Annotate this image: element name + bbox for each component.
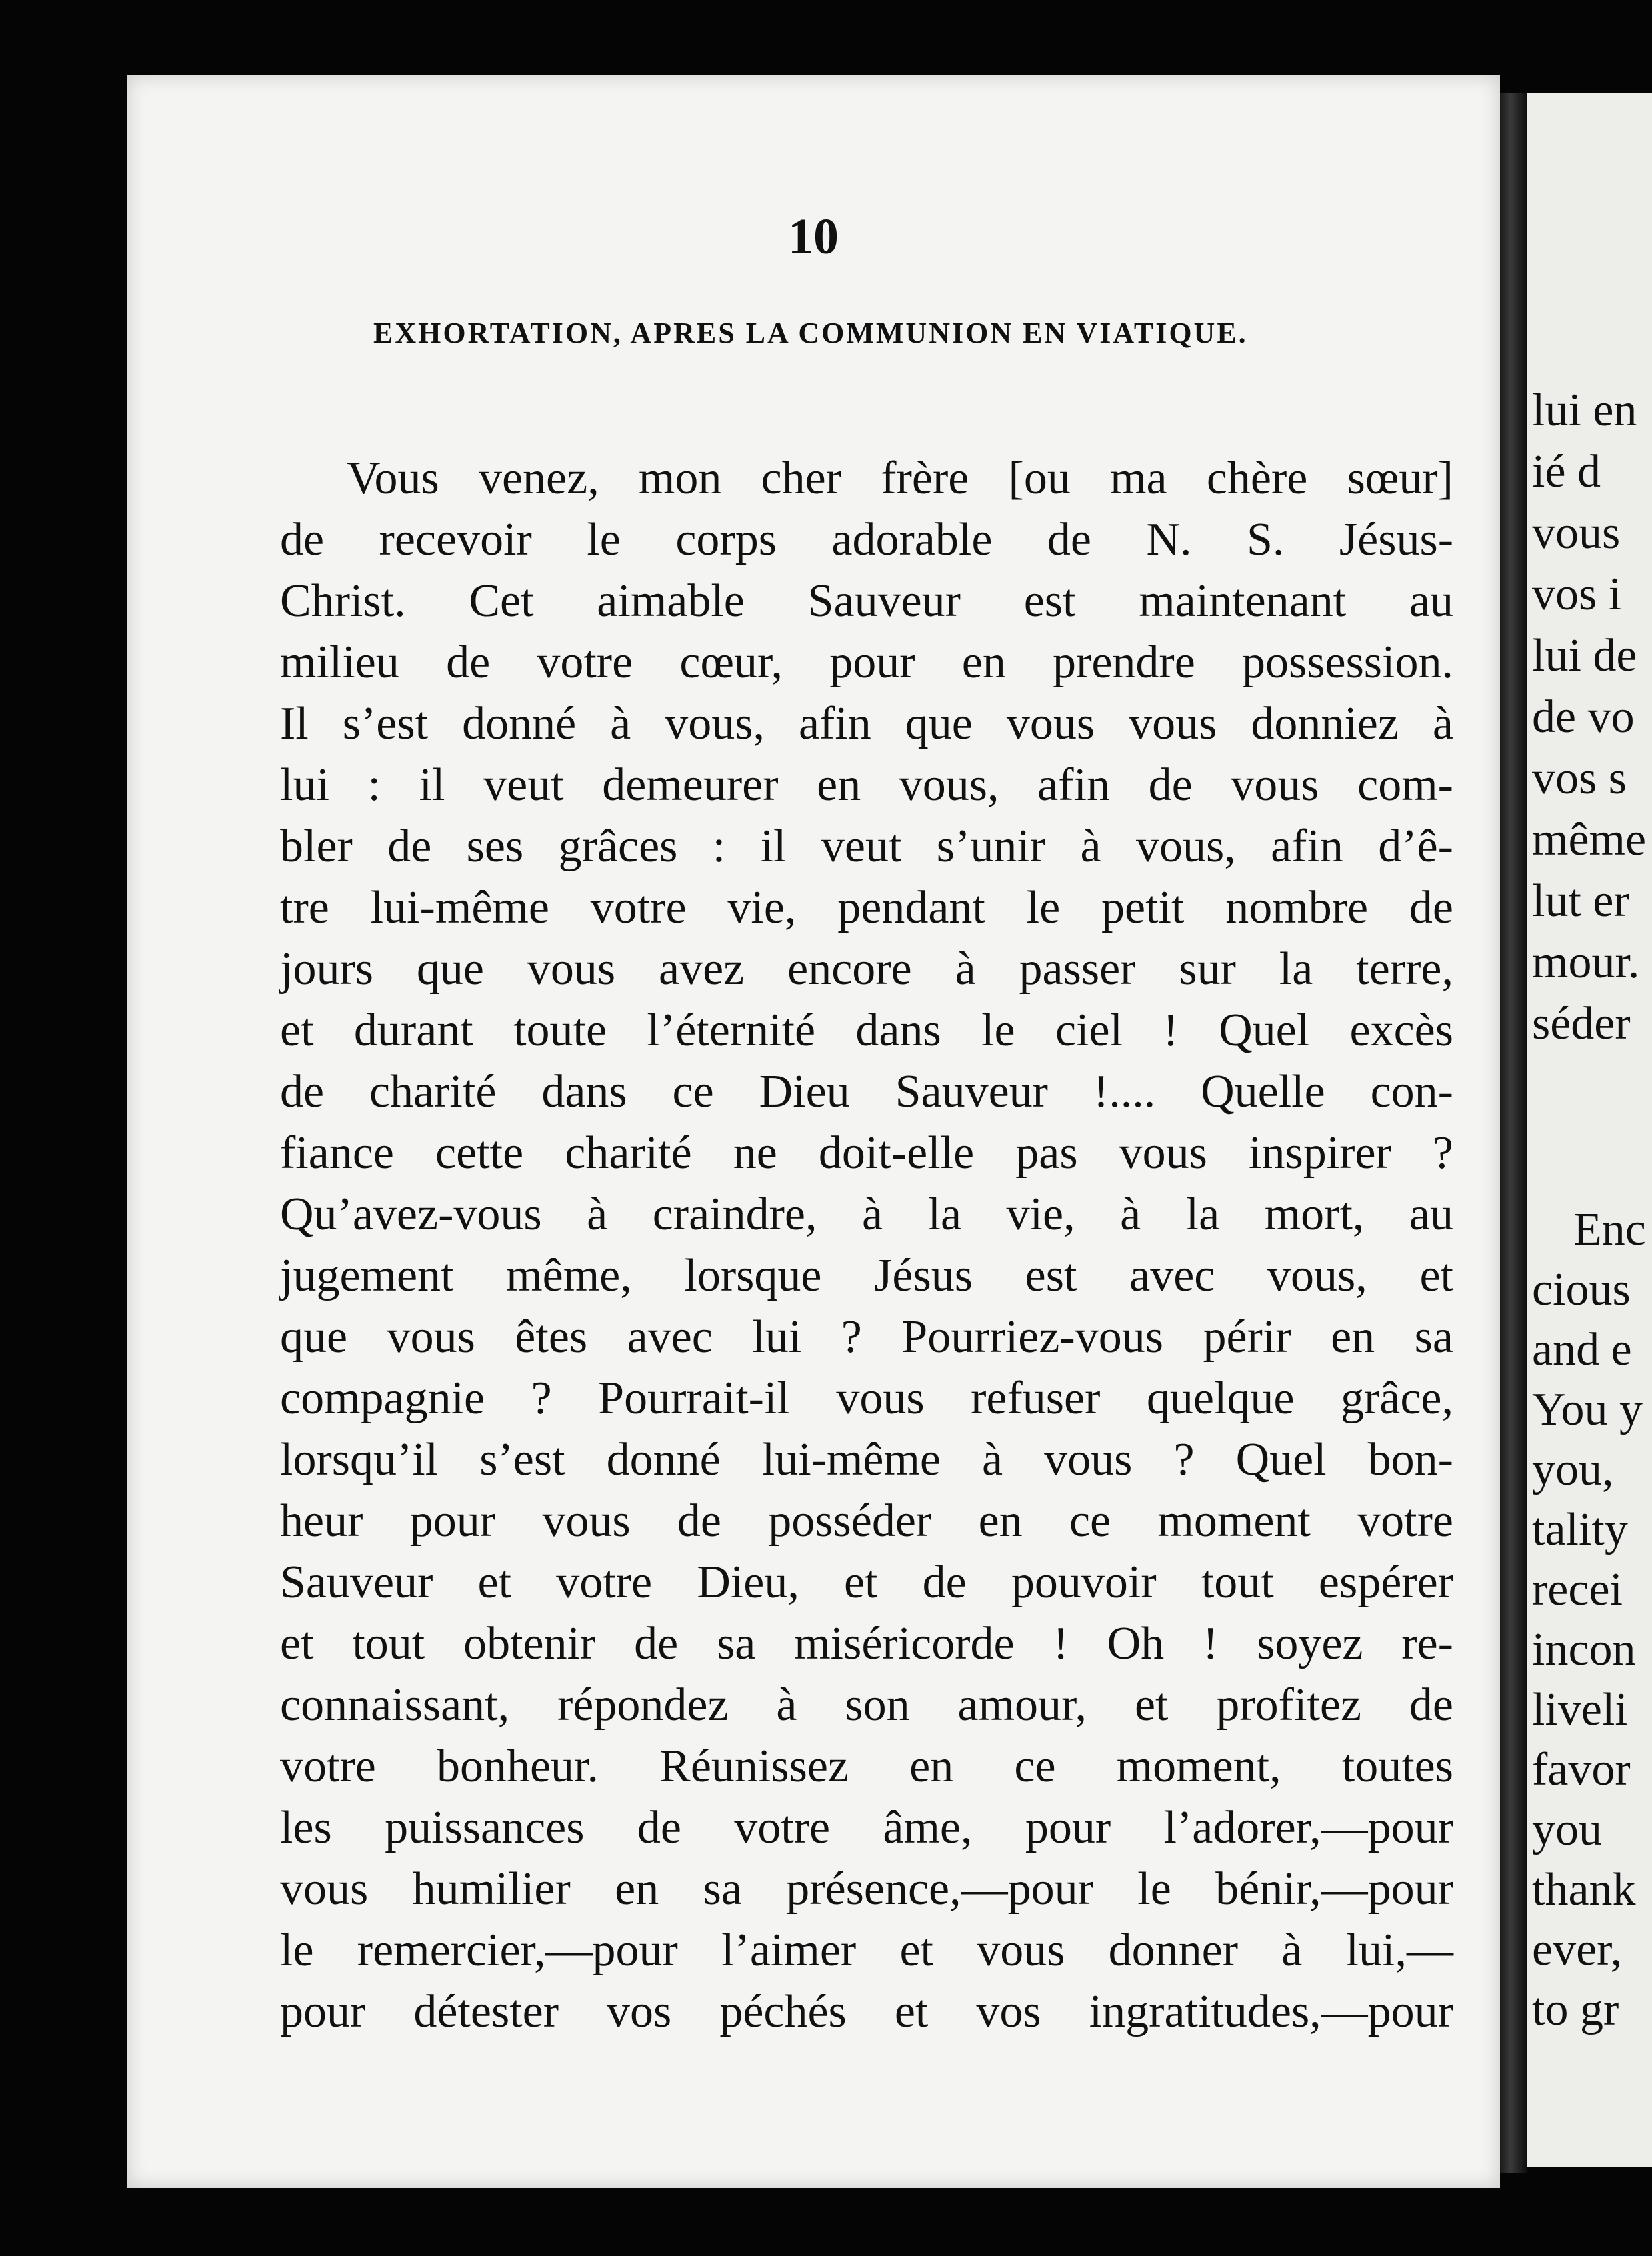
text-line: connaissant, répondez à son amour, et profitez de [280,1679,1453,1731]
fragment-line: and e [1532,1324,1632,1375]
fragment-line: cious [1532,1264,1631,1315]
text-line: les puissances de votre âme, pour l’adorer,—pour [280,1802,1453,1853]
text-line: bler de ses grâces : il veut s’unir à vous, afin d’ê- [280,821,1453,872]
text-line: le remercier,—pour l’aimer et vous donner à lui,— [280,1925,1453,1976]
fragment-line: Enc [1573,1204,1646,1255]
fragment-line: You y [1532,1384,1643,1435]
facing-fragments-top [1527,380,1646,1055]
text-line: vous humilier en sa présence,—pour le bénir,—pour [280,1863,1453,1915]
page-number: 10 [788,209,839,265]
fragment-line: favor [1532,1744,1631,1795]
text-line: Sauveur et votre Dieu, et de pouvoir tout espérer [280,1557,1453,1608]
text-line: milieu de votre cœur, pour en prendre possession. [280,637,1453,688]
fragment-line: lui de [1532,630,1637,681]
book-spine [1500,93,1527,2173]
section-heading: EXHORTATION, APRES LA COMMUNION EN VIATIQUE. [373,317,1248,349]
fragment-line: you [1532,1804,1602,1855]
text-line: de recevoir le corps adorable de N. S. Jésus- [280,514,1453,565]
fragment-line: vous [1532,507,1621,559]
fragment-line: to gr [1532,1984,1619,2035]
text-line: Christ. Cet aimable Sauveur est maintenant au [280,575,1453,627]
fragment-line: incon [1532,1624,1636,1675]
fragment-line: séder [1532,998,1631,1049]
text-line: votre bonheur. Réunissez en ce moment, toutes [280,1741,1453,1792]
fragment-line: you, [1532,1444,1614,1495]
facing-page [1527,93,1652,2167]
body-text [280,448,1453,2043]
facing-fragments-bottom [1527,1200,1646,2040]
text-line: lorsqu’il s’est donné lui-même à vous ? Quel bon- [280,1434,1453,1485]
text-line: jugement même, lorsque Jésus est avec vous, et [280,1250,1453,1301]
text-line: tre lui-même votre vie, pendant le petit nombre de [280,882,1453,933]
text-line: pour détester vos péchés et vos ingratitudes,—pour [280,1986,1453,2037]
text-line: compagnie ? Pourrait-il vous refuser quelque grâce, [280,1373,1453,1424]
text-line: lui : il veut demeurer en vous, afin de vous com- [280,759,1453,811]
fragment-line: thank [1532,1864,1636,1915]
fragment-line: recei [1532,1564,1623,1615]
fragment-line: lut er [1532,875,1629,927]
text-line: fiance cette charité ne doit-elle pas vous inspirer ? [280,1127,1453,1179]
fragment-line: même [1532,814,1647,865]
left-page [127,75,1500,2188]
text-line: Il s’est donné à vous, afin que vous vous donniez à [280,698,1453,749]
text-line: que vous êtes avec lui ? Pourriez-vous périr en sa [280,1311,1453,1363]
text-line: et tout obtenir de sa miséricorde ! Oh ! soyez re- [280,1618,1453,1669]
text-line: Vous venez, mon cher frère [ou ma chère sœur] [347,453,1453,504]
fragment-line: ever, [1532,1924,1623,1975]
text-line: heur pour vous de posséder en ce moment votre [280,1495,1453,1547]
fragment-line: ié d [1532,446,1601,497]
fragment-line: mour. [1532,937,1640,988]
fragment-line: tality [1532,1504,1628,1555]
fragment-line: vos s [1532,753,1627,804]
text-line: et durant toute l’éternité dans le ciel ! Quel excès [280,1005,1453,1056]
text-line: Qu’avez-vous à craindre, à la vie, à la mort, au [280,1189,1453,1240]
text-line: de charité dans ce Dieu Sauveur !.... Quelle con- [280,1066,1453,1117]
text-line: jours que vous avez encore à passer sur la terre, [280,943,1453,995]
fragment-line: de vo [1532,691,1635,743]
fragment-line: vos i [1532,569,1622,620]
fragment-line: lui en [1532,385,1637,436]
fragment-line: liveli [1532,1684,1628,1735]
